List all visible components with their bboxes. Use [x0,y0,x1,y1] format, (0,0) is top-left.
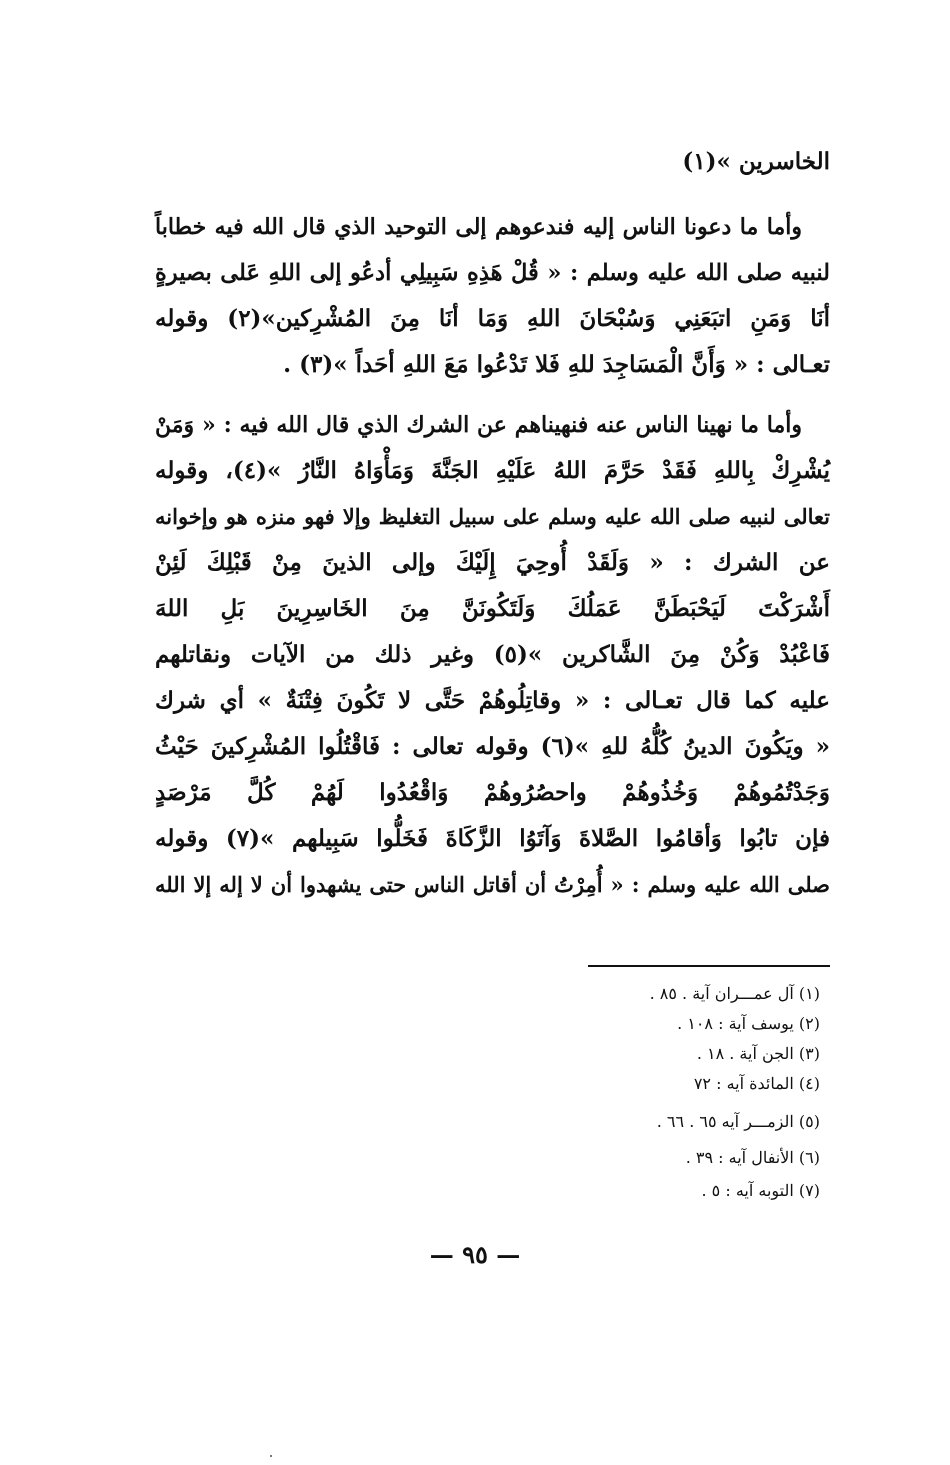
paragraph-2-line-3: تعالى لنبيه صلى الله عليه وسلم على سبيل التغليظ وإلا فهو منزه هو وإخوانه [155,504,830,529]
header-continuation: الخاسرين »(١) [682,148,830,175]
page-number: — ٩٥ — [429,1240,521,1269]
paragraph-1-line-2: لنبيه صلى الله عليه وسلم : « قُلْ هَذِهِ سَبِيلِي أدعُو إلى اللهِ عَلى بصيرةٍ [155,260,830,286]
paragraph-2-line-9: وَجَدْتُمُوهُمْ وَخُذُوهُمْ واحصُرُوهُمْ وَاقْعُدُوا لَهُمْ كُلَّ مَرْصَدٍ [155,779,830,806]
paragraph-1-line-3: أنَا وَمَنِ اتبَعَنِي وَسُبْحَانَ اللهِ وَمَا أنَا مِنَ المُشْرِكين»(٢) وقوله [155,305,831,332]
paragraph-2-line-4: عن الشرك : « وَلَقَدْ أُوحِيَ إِلَيْكَ وإلى الذينَ مِنْ قَبْلِكَ لَئِنْ [155,549,830,576]
paragraph-2-line-11: صلى الله عليه وسلم : « أُمِرْتُ أن أقاتل الناس حتى يشهدوا أن لا إله إلا الله [155,872,830,897]
paragraph-2-line-5: أَشْرَكْتَ لَيَحْبَطَنَّ عَمَلُكَ وَلَتَكُونَنَّ مِنَ الخَاسِرِينَ بَلِ اللهَ [155,595,830,622]
paragraph-2-line-8: « ويَكُونَ الدينُ كُلُّهُ للهِ »(٦) وقوله تعالى : فَاقْتُلُوا المُشْرِكينَ حَيْثُ [155,733,830,760]
footnote-2: (٢) يوسف آية : ١٠٨ . [677,1014,820,1033]
footnote-5: (٥) الزمـــر آيه ٦٥ . ٦٦ . [656,1112,820,1131]
paragraph-2-line-6: فَاعْبُدْ وَكُنْ مِنَ الشَّاكرين »(٥) وغير ذلك من الآيات ونقاتلهم [155,641,830,668]
paragraph-2-line-2: يُشْرِكْ بِاللهِ فَقَدْ حَرَّمَ اللهُ عَلَيْهِ الجَنَّةَ وَمَأْوَاهُ النَّارُ »(٤)، وقوله [155,457,830,484]
footnote-7: (٧) التوبه آيه : ٥ . [701,1181,820,1200]
paragraph-1-line-1: وأما ما دعونا الناس إليه فندعوهم إلى التوحيد الذي قال الله فيه خطاباً [155,214,802,240]
paragraph-2-line-10: فإن تابُوا وَأقامُوا الصَّلاةَ وَآتَوُا الزَّكَاةَ فَخَلُّوا سَبِيلهم »(٧) وقوله [155,825,830,852]
footnote-4: (٤) المائدة آيه : ٧٢ [693,1074,820,1093]
paragraph-2-line-1: وأما ما نهينا الناس عنه فنهيناهم عن الشرك الذي قال الله فيه : « وَمَنْ [155,412,802,438]
paragraph-1-line-4: تعـالى : « وَأَنَّ الْمَسَاجِدَ للهِ فَلا تَدْعُوا مَعَ اللهِ أحَداً »(٣) . [283,351,830,378]
footnote-separator [588,965,830,967]
scan-speck [270,1455,272,1457]
footnote-6: (٦) الأنفال آيه : ٣٩ . [685,1148,820,1167]
footnote-3: (٣) الجن آية . ١٨ . [696,1044,820,1063]
footnote-1: (١) آل عمـــران آية . ٨٥ . [649,984,820,1003]
paragraph-2-line-7: عليه كما قال تعـالى : « وقاتِلُوهُمْ حَتَّى لا تَكُونَ فِتْنَةٌ » أي شرك [155,687,830,714]
